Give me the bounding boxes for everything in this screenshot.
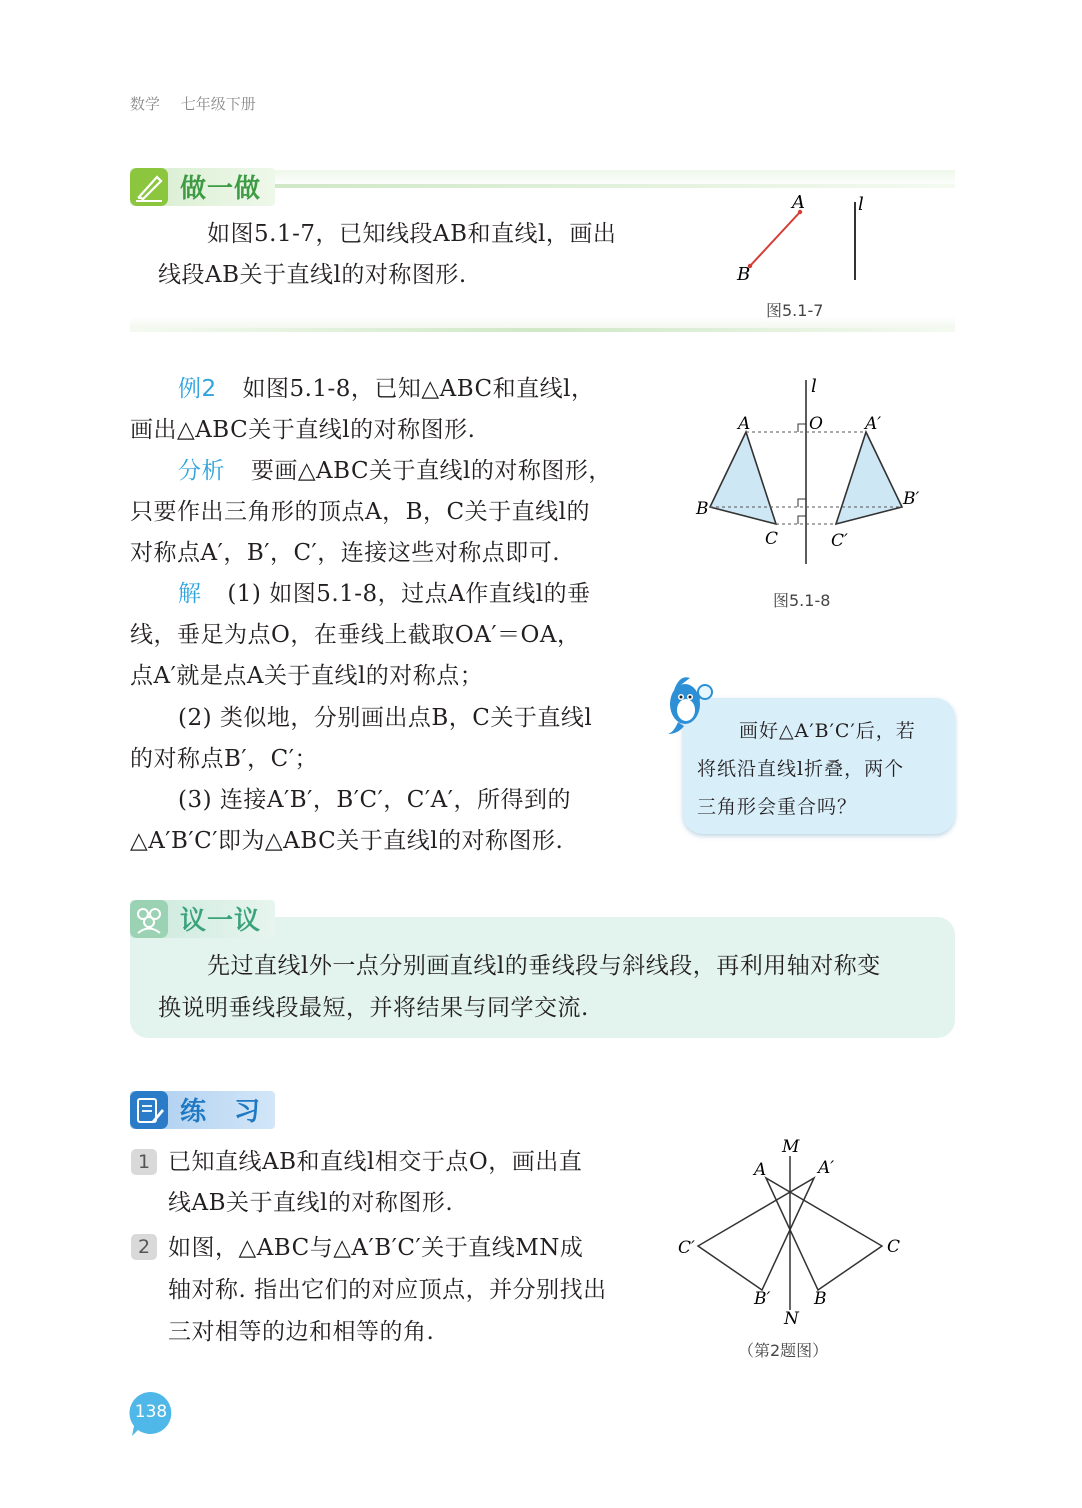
solution-text-1: (1) 如图5.1-8，过点A作直线l的垂 <box>227 581 591 607</box>
ex2-label-M: M <box>782 1137 800 1157</box>
figure-5-1-8-caption: 图5.1-8 <box>773 591 831 610</box>
zuoyizuo-line-2: 线段AB关于直线l的对称图形. <box>158 262 467 288</box>
solution-line-4: (2) 类似地，分别画出点B，C关于直线l <box>178 705 593 731</box>
example2-line1-text: 如图5.1-8，已知△ABC和直线l， <box>242 376 595 402</box>
fig8-label-B2: B′ <box>903 489 920 509</box>
figure-5-1-7-caption: 图5.1-7 <box>766 301 824 320</box>
ex2-label-A: A <box>754 1160 767 1180</box>
analysis-label: 分析 <box>178 458 225 484</box>
solution-line-6: (3) 连接A′B′，B′C′，C′A′，所得到的 <box>178 787 571 813</box>
fig8-label-A2: A′ <box>865 414 882 434</box>
right-angle-mark-1 <box>798 424 806 432</box>
exercise-2-line-3: 三对相等的边和相等的角. <box>168 1319 435 1345</box>
exercise-1-line-1: 已知直线AB和直线l相交于点O，画出直 <box>168 1149 583 1175</box>
yiyiyi-title: 议一议 <box>180 906 262 936</box>
ex2-label-C: C <box>887 1237 901 1257</box>
triangle-A2B2C2 <box>836 432 902 524</box>
fig7-label-A: A <box>792 192 805 213</box>
solution-line-3: 点A′就是点A关于直线l的对称点； <box>130 663 484 689</box>
ex2-label-C2: C′ <box>678 1238 695 1258</box>
right-angle-mark-2 <box>798 499 806 507</box>
exercise-title: 练 习 <box>180 1097 262 1127</box>
fig8-label-B: B <box>696 499 709 519</box>
exercise-1-number: 1 <box>131 1149 157 1175</box>
tip-line-1: 画好△A′B′C′后，若 <box>739 720 916 742</box>
zuoyizuo-rule-bottom <box>130 328 955 332</box>
discussion-people-icon <box>130 900 168 938</box>
figure-exercise-2 <box>672 1132 912 1330</box>
fig8-label-A: A <box>738 414 751 434</box>
exercise-2-number: 2 <box>131 1234 157 1260</box>
solution-line-2: 线，垂足为点O，在垂线上截取OA′＝OA， <box>130 622 581 648</box>
analysis-line-3: 对称点A′，B′，C′，连接这些对称点即可. <box>130 540 561 566</box>
figure-5-1-7 <box>720 190 890 290</box>
fig8-label-C2: C′ <box>831 531 848 551</box>
notebook-pencil-icon <box>130 1091 168 1129</box>
triangle-A2B2C2 <box>698 1178 814 1290</box>
triangle-ABC <box>710 432 776 524</box>
solution-line-5: 的对称点B′，C′； <box>130 746 318 772</box>
zuoyizuo-rule-top <box>275 184 955 188</box>
segment-AB <box>750 212 800 266</box>
figure-5-1-8 <box>690 372 930 572</box>
tip-bubble <box>683 698 955 834</box>
tip-line-2: 将纸沿直线l折叠，两个 <box>697 758 905 780</box>
yiyiyi-line-2: 换说明垂线段最短，并将结果与同学交流. <box>158 995 589 1021</box>
ex2-label-N: N <box>784 1309 799 1329</box>
exercise-2-line-1: 如图，△ABC与△A′B′C′关于直线MN成 <box>168 1235 584 1261</box>
fig8-label-C: C <box>765 529 779 549</box>
yiyiyi-line-1: 先过直线l外一点分别画直线l的垂线段与斜线段，再利用轴对称变 <box>207 953 881 979</box>
tip-line-3: 三角形会重合吗？ <box>697 796 858 818</box>
zuoyizuo-line-1: 如图5.1-7，已知线段AB和直线l，画出 <box>207 221 617 247</box>
page-number-badge <box>128 1390 174 1436</box>
zuoyizuo-title: 做一做 <box>180 174 262 204</box>
right-angle-mark-3 <box>798 516 806 524</box>
fig8-label-O: O <box>809 414 823 434</box>
triangle-ABC <box>766 1178 882 1290</box>
example2-line-1 <box>178 369 595 410</box>
example2-label: 例2 <box>178 376 217 402</box>
dolphin-mascot-icon <box>660 672 718 736</box>
ex2-label-B2: B′ <box>754 1289 771 1309</box>
exercise-2-line-2: 轴对称. 指出它们的对应顶点，并分别找出 <box>168 1277 607 1303</box>
ex2-label-B: B <box>814 1289 827 1309</box>
analysis-line-2: 只要作出三角形的顶点A，B，C关于直线l的 <box>130 499 590 525</box>
exercise-1-line-2: 线AB关于直线l的对称图形. <box>168 1190 454 1216</box>
analysis-line-1 <box>178 451 612 492</box>
solution-line-7: △A′B′C′即为△ABC关于直线l的对称图形. <box>130 828 564 854</box>
example2-line-2: 画出△ABC关于直线l的对称图形. <box>130 417 476 443</box>
fig8-label-l: l <box>811 376 817 397</box>
pencil-ruler-icon <box>130 168 168 206</box>
header-volume: 七年级下册 <box>180 95 256 113</box>
fig7-label-l: l <box>858 194 864 215</box>
running-header <box>130 93 256 114</box>
header-subject: 数学 <box>130 95 161 113</box>
analysis-text-1: 要画△ABC关于直线l的对称图形， <box>250 458 612 484</box>
figure-exercise-2-caption: （第2题图） <box>738 1341 829 1360</box>
solution-line-1 <box>178 574 591 615</box>
fig7-label-B: B <box>737 264 751 285</box>
page-number: 138 <box>134 1402 168 1422</box>
solution-label: 解 <box>178 581 202 607</box>
ex2-label-A2: A′ <box>818 1158 835 1178</box>
